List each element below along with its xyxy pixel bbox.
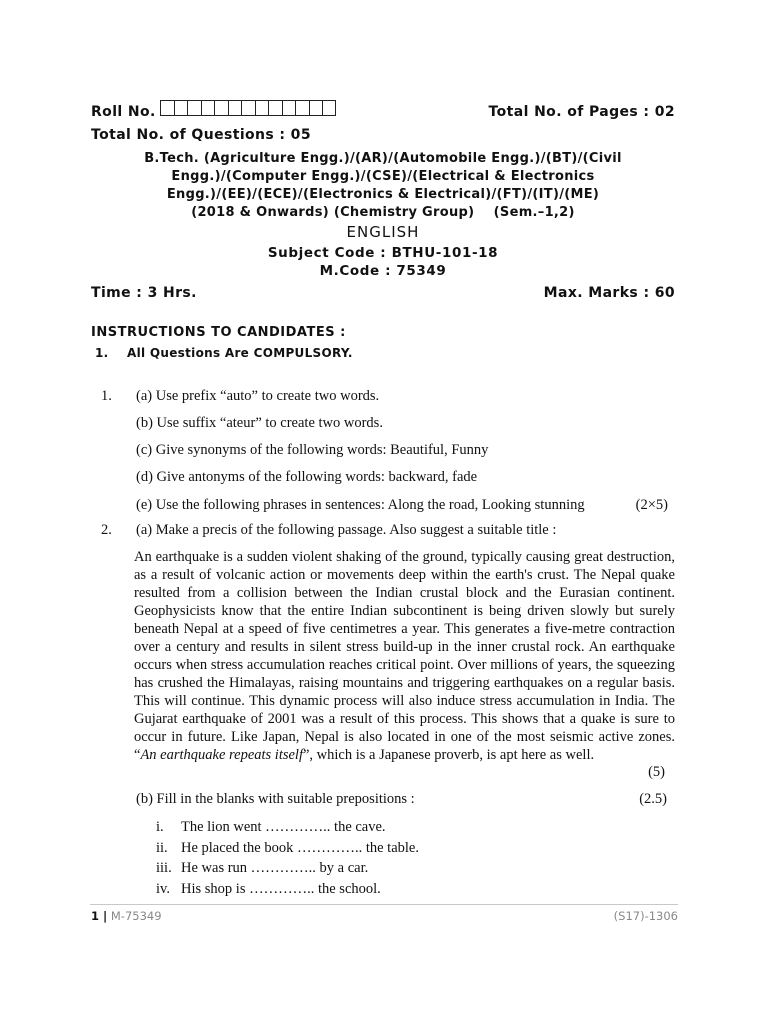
item-number: iv. (156, 880, 170, 897)
page-number: 1 | (91, 909, 108, 923)
course-line-4: (2018 & Onwards) (Chemistry Group) (Sem.–1,2) (191, 205, 575, 220)
footer-page-info (91, 909, 162, 923)
question-number: 1. (101, 388, 112, 404)
item-number: iii. (156, 860, 172, 876)
instruction-text: All Questions Are COMPULSORY. (127, 346, 353, 360)
roll-number-box (174, 100, 188, 116)
list-item (156, 879, 419, 900)
roll-number-box (160, 100, 174, 116)
item-number: i. (156, 819, 164, 835)
passage-text: An earthquake is a sudden violent shaking of the ground, typically causing great destruction, as a result of volcanic action or movements deep within the earth's crust. The Nepal quake resulted from a collision between the Indian crustal block and the Eurasian continent. Geophysicists know that the entire Indian subcontinent is being driven slowly but surely beneath Nepal at a speed of five centimetres a year. This generates a five-metre contraction over a century and results in silent stress build-up in the inner crustal rock. An earthquake occurs when stress accumulation reaches critical point. Over millions of years, the squeezing has crushed the Himalayas, raising mountains and triggering earthquakes on a regular basis. This will continue. This dynamic process will also induce stress accumulation in India. The Gujarat earthquake of 2001 was a result of this process. This shows that a quake is sure to occur in future. Like Japan, Nepal is also located in one of the most seismic active zones. “ (134, 549, 675, 763)
max-marks: Max. Marks : 60 (543, 285, 675, 301)
course-line-3: Engg.)/(EE)/(ECE)/(Electronics & Electrical)/(FT)/(IT)/(ME) (166, 187, 600, 202)
time-allowed: Time : 3 Hrs. (91, 285, 197, 301)
question-2a: (a) Make a precis of the following passage. Also suggest a suitable title : (136, 522, 557, 538)
list-item (156, 858, 419, 879)
list-item (156, 838, 419, 859)
roll-number-box (228, 100, 242, 116)
roll-number-box (201, 100, 215, 116)
m-code: M.Code : 75349 (319, 263, 447, 279)
instruction-item (95, 346, 353, 360)
roll-number-box (295, 100, 309, 116)
passage-quote: An earthquake repeats itself (140, 747, 303, 763)
footer-divider (90, 904, 678, 905)
footer-ref: (S17)-1306 (613, 909, 678, 923)
item-text: The lion went ………….. the cave. (181, 819, 386, 835)
subject-code: Subject Code : BTHU-101-18 (267, 245, 499, 261)
question-1b: (b) Use suffix “ateur” to create two words. (136, 415, 383, 431)
time-marks-row (91, 285, 675, 301)
instructions-heading: INSTRUCTIONS TO CANDIDATES : (91, 325, 346, 340)
blanks-list (156, 817, 419, 899)
course-details (91, 150, 675, 222)
question-1d: (d) Give antonyms of the following words: backward, fade (136, 469, 478, 485)
roll-number-box (214, 100, 228, 116)
footer-code: M-75349 (110, 909, 162, 923)
roll-number-box (282, 100, 296, 116)
question-1c: (c) Give synonyms of the following words: Beautiful, Funny (136, 442, 489, 458)
roll-number-box (241, 100, 255, 116)
precis-passage (134, 548, 675, 764)
roll-number-box (322, 100, 336, 116)
course-line-2: Engg.)/(Computer Engg.)/(CSE)/(Electrical & Electronics (171, 169, 595, 184)
roll-number-box (268, 100, 282, 116)
subject-name: ENGLISH (346, 223, 420, 241)
question-1e: (e) Use the following phrases in sentences: Along the road, Looking stunning (136, 497, 585, 513)
course-line-1: B.Tech. (Agriculture Engg.)/(AR)/(Automobile Engg.)/(BT)/(Civil (144, 151, 622, 166)
list-item (156, 817, 419, 838)
instruction-number: 1. (95, 346, 109, 360)
roll-number-box (187, 100, 201, 116)
item-text: He placed the book ………….. the table. (181, 839, 419, 856)
roll-number-boxes (160, 100, 336, 116)
roll-number-label: Roll No. (91, 104, 156, 120)
question-1-marks: (2×5) (635, 497, 668, 513)
total-questions: Total No. of Questions : 05 (91, 127, 311, 143)
item-number: ii. (156, 839, 168, 856)
question-2b-marks: (2.5) (639, 791, 667, 807)
roll-number-box (255, 100, 269, 116)
question-1a: (a) Use prefix “auto” to create two words. (136, 388, 380, 404)
question-2b: (b) Fill in the blanks with suitable prepositions : (136, 791, 415, 807)
header-row (91, 100, 675, 124)
item-text: His shop is ………….. the school. (181, 880, 381, 897)
passage-text-end: ”, which is a Japanese proverb, is apt here as well. (303, 747, 595, 763)
passage-marks: (5) (648, 764, 665, 780)
roll-number-box (309, 100, 323, 116)
question-number: 2. (101, 522, 112, 538)
item-text: He was run ………….. by a car. (181, 860, 369, 876)
total-pages: Total No. of Pages : 02 (488, 104, 675, 120)
